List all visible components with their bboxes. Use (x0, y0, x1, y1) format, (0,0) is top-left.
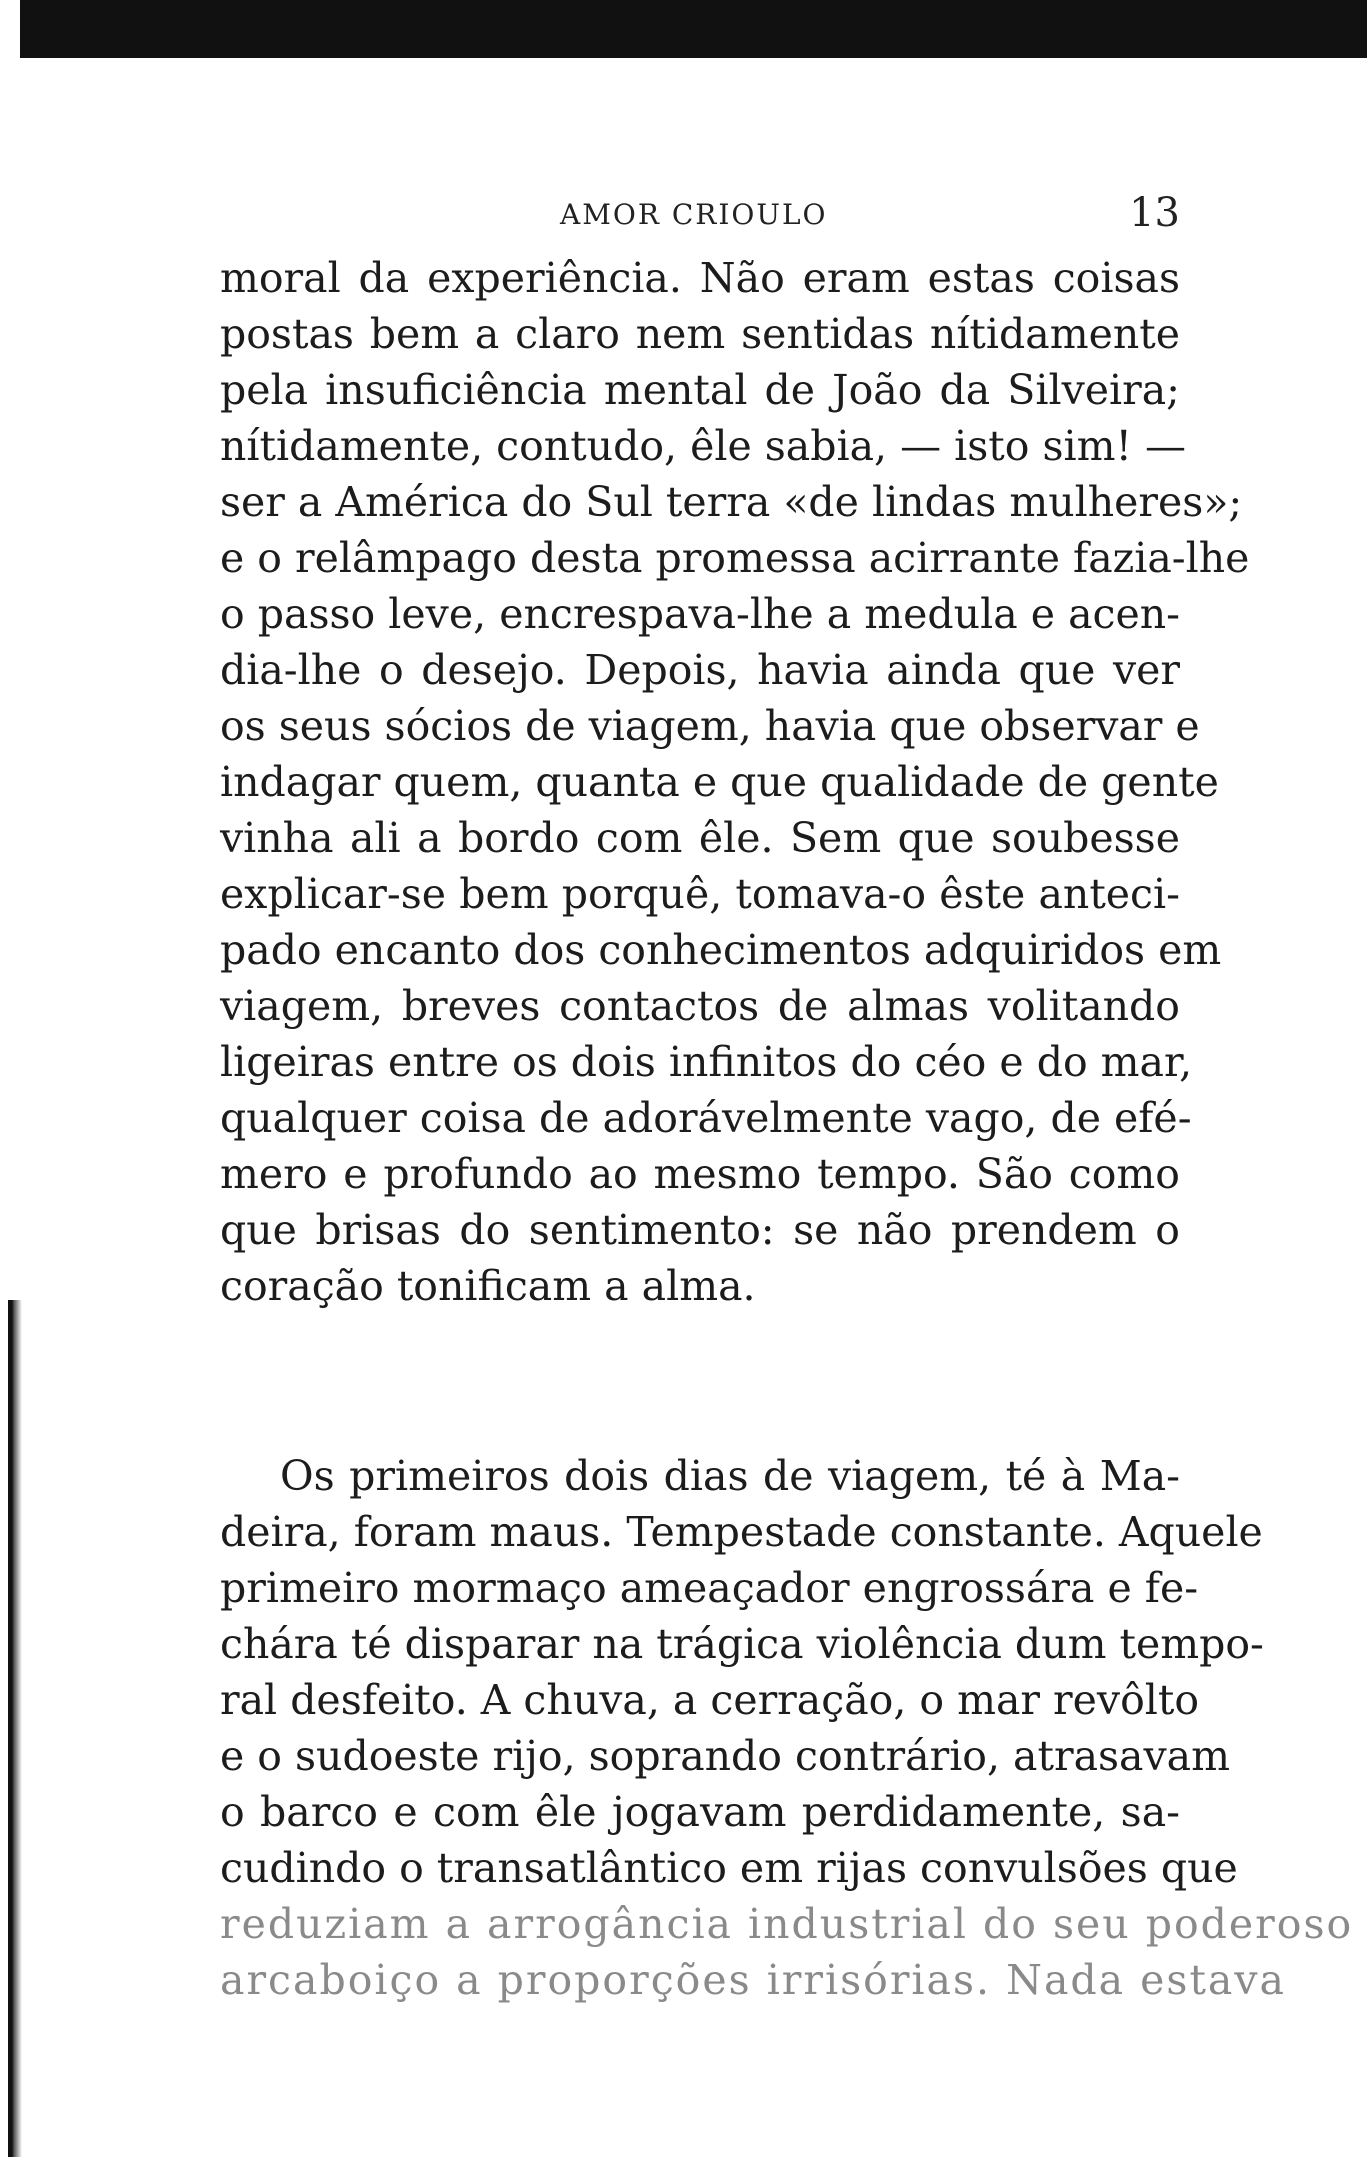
paragraph-2 (220, 1448, 1354, 2008)
text-line: coração tonificam a alma. (220, 1262, 756, 1310)
section-break (220, 1314, 1180, 1448)
text-line: viagem, breves contactos de almas volitando (220, 982, 1180, 1030)
text-line: que brisas do sentimento: se não prendem o (220, 1206, 1180, 1254)
running-title: AMOR CRIOULO (560, 198, 828, 231)
text-line: mero e profundo ao mesmo tempo. São como (220, 1150, 1180, 1198)
text-line-faded: reduziam a arrogância industrial do seu poderoso (220, 1900, 1354, 1948)
text-line: ligeiras entre os dois infinitos do céo e do mar, (220, 1038, 1193, 1086)
text-line (220, 1448, 1180, 1504)
book-page (220, 180, 1354, 2008)
text-line: o passo leve, encrespava-lhe a medula e acen- (220, 590, 1180, 638)
text-line: explicar-se bem porquê, tomava-o êste anteci- (220, 870, 1180, 918)
text-line: cudindo o transatlântico em rijas convulsões que (220, 1844, 1238, 1892)
scan-binding-shadow (8, 1300, 22, 2157)
text-line: pela insuficiência mental de João da Silveira; (220, 366, 1180, 414)
text-line: chára té disparar na trágica violência dum tempo- (220, 1620, 1264, 1668)
text-line-faded: arcaboiço a proporções irrisórias. Nada estava (220, 1956, 1286, 2004)
text-line: qualquer coisa de adorávelmente vago, de efé- (220, 1094, 1192, 1142)
text-line: vinha ali a bordo com êle. Sem que soubesse (220, 814, 1180, 862)
text-line: primeiro mormaço ameaçador engrossára e fe- (220, 1564, 1199, 1612)
text-line: o barco e com êle jogavam perdidamente, sa- (220, 1788, 1180, 1836)
text-line: postas bem a claro nem sentidas nítidamente (220, 310, 1180, 358)
text-line: deira, foram maus. Tempestade constante. Aquele (220, 1508, 1263, 1556)
text-line: nítidamente, contudo, êle sabia, — isto sim! — (220, 422, 1187, 470)
text-line: os seus sócios de viagem, havia que observar e (220, 702, 1200, 750)
text-line: ral desfeito. A chuva, a cerração, o mar revôlto (220, 1676, 1200, 1724)
scan-top-border (20, 0, 1367, 58)
text-line: e o sudoeste rijo, soprando contrário, atrasavam (220, 1732, 1230, 1780)
text-line: e o relâmpago desta promessa acirrante fazia-lhe (220, 534, 1250, 582)
text-line: pado encanto dos conhecimentos adquiridos em (220, 926, 1222, 974)
paragraph-1 (220, 250, 1250, 1314)
text-line: moral da experiência. Não eram estas coisas (220, 254, 1180, 302)
text-line: ser a América do Sul terra «de lindas mulheres»; (220, 478, 1243, 526)
text-line-content: Os primeiros dois dias de viagem, té à Ma- (280, 1452, 1180, 1500)
page-number: 13 (1129, 190, 1180, 236)
page-header (220, 180, 1180, 250)
text-line: indagar quem, quanta e que qualidade de gente (220, 758, 1219, 806)
text-line: dia-lhe o desejo. Depois, havia ainda que ver (220, 646, 1180, 694)
